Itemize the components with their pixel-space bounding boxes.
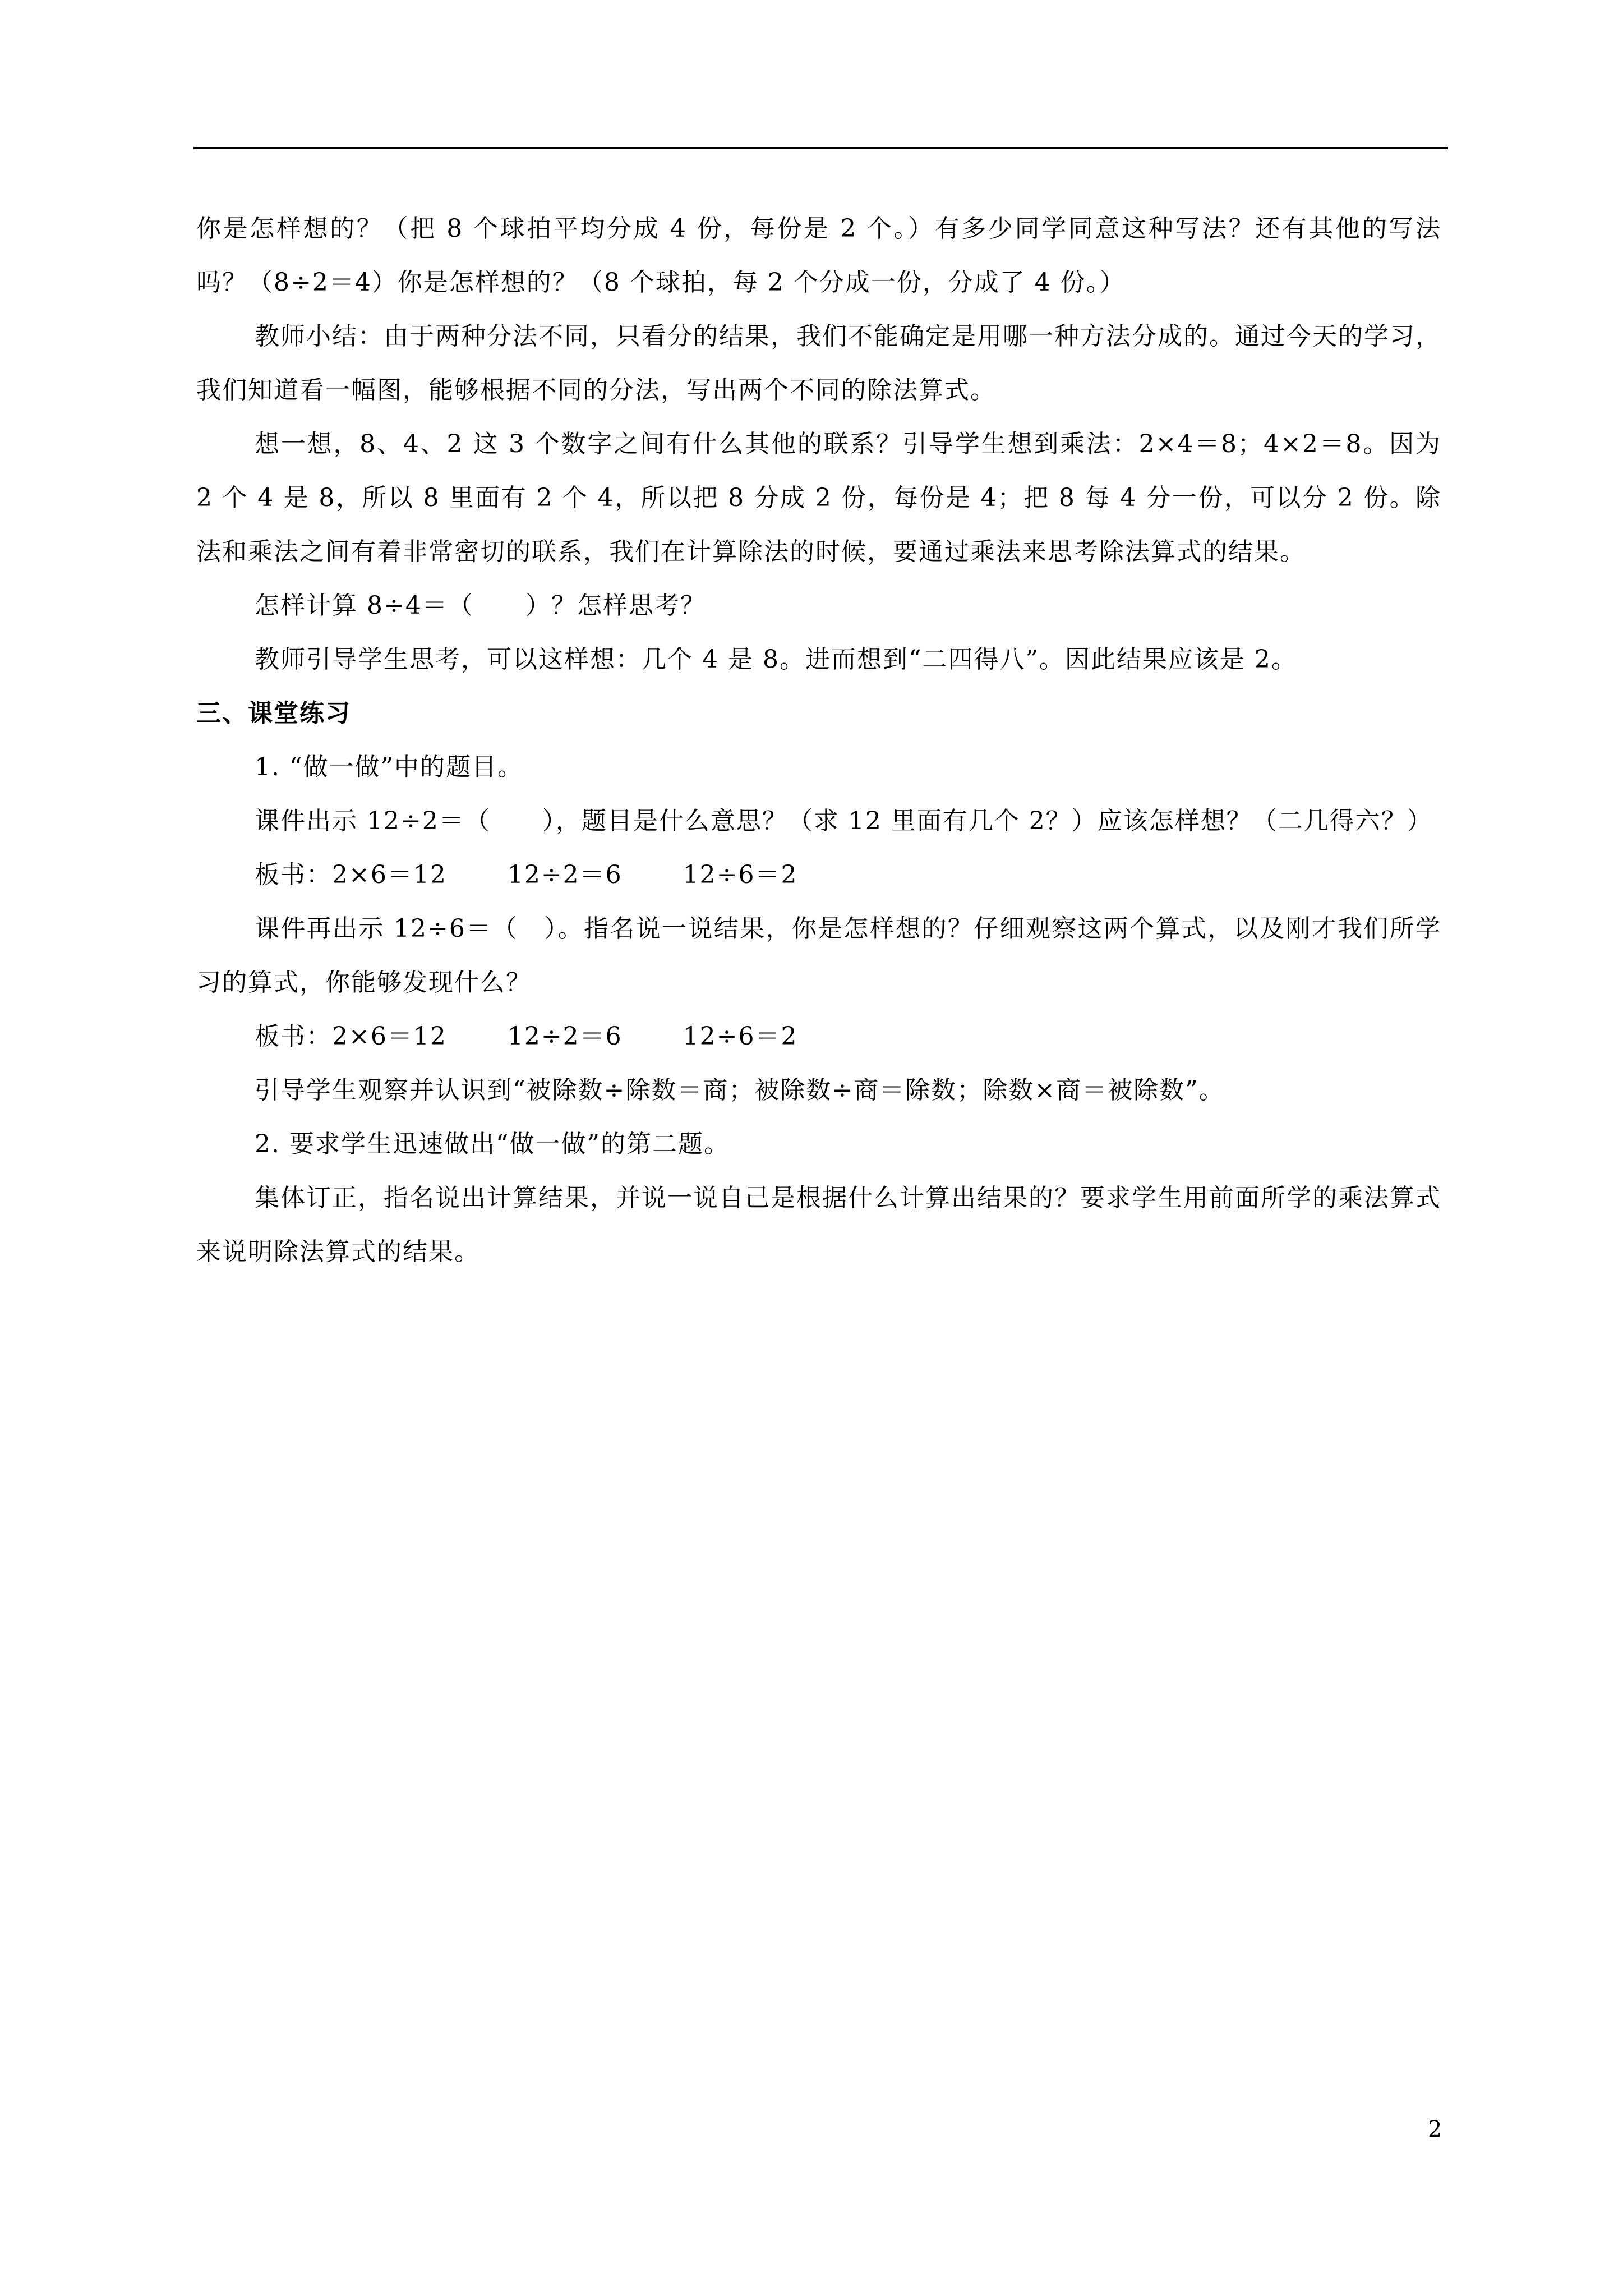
paragraph: 教师小结：由于两种分法不同，只看分的结果，我们不能确定是用哪一种方法分成的。通过今天的学习，我们知道看一幅图，能够根据不同的分法，写出两个不同的除法算式。 (196, 322, 1441, 404)
page-number: 2 (1428, 2116, 1442, 2142)
paragraph: 你是怎样想的？（把 8 个球拍平均分成 4 份，每份是 2 个。）有多少同学同意这种写法？还有其他的写法吗？（8÷2＝4）你是怎样想的？（8 个球拍，每 2 个分成一份，分成了 4 份。） (196, 214, 1441, 297)
paragraph: 教师引导学生思考，可以这样想：几个 4 是 8。进而想到“二四得八”。因此结果应该是 2。 (255, 645, 1297, 674)
practice-item: 集体订正，指名说出计算结果，并说一说自己是根据什么计算出结果的？要求学生用前面所学的乘法算式来说明除法算式的结果。 (196, 1184, 1441, 1266)
header-rule (193, 147, 1448, 149)
board-note: 板书：2×6＝12 12÷2＝6 12÷6＝2 (255, 861, 798, 889)
section-heading: 三、课堂练习 (196, 699, 351, 728)
paragraph: 怎样计算 8÷4＝（ ）？怎样思考？ (255, 591, 706, 620)
practice-item: 1. “做一做”中的题目。 (255, 753, 523, 781)
page-content (196, 202, 1441, 1279)
board-note: 板书：2×6＝12 12÷2＝6 12÷6＝2 (255, 1022, 798, 1051)
practice-item: 课件出示 12÷2＝（ ），题目是什么意思？（求 12 里面有几个 2？）应该怎样想？（二几得六？） (255, 807, 1433, 835)
practice-item: 引导学生观察并认识到“被除数÷除数＝商；被除数÷商＝除数；除数×商＝被除数”。 (255, 1076, 1225, 1105)
practice-item: 2. 要求学生迅速做出“做一做”的第二题。 (255, 1130, 730, 1158)
paragraph: 想一想，8、4、2 这 3 个数字之间有什么其他的联系？引导学生想到乘法：2×4＝8；4×2＝8。因为 2 个 4 是 8，所以 8 里面有 2 个 4，所以把 8 分成 2 份，每份是 4；把 8 每 4 分一份，可以分 2 份。除法和乘法之间有着非常密切的联系，我们在计算除法的时候，要通过乘法来思考除法算式的结果。 (196, 430, 1441, 566)
practice-item: 课件再出示 12÷6＝（ ）。指名说一说结果，你是怎样想的？仔细观察这两个算式，以及刚才我们所学习的算式，你能够发现什么？ (196, 914, 1441, 997)
